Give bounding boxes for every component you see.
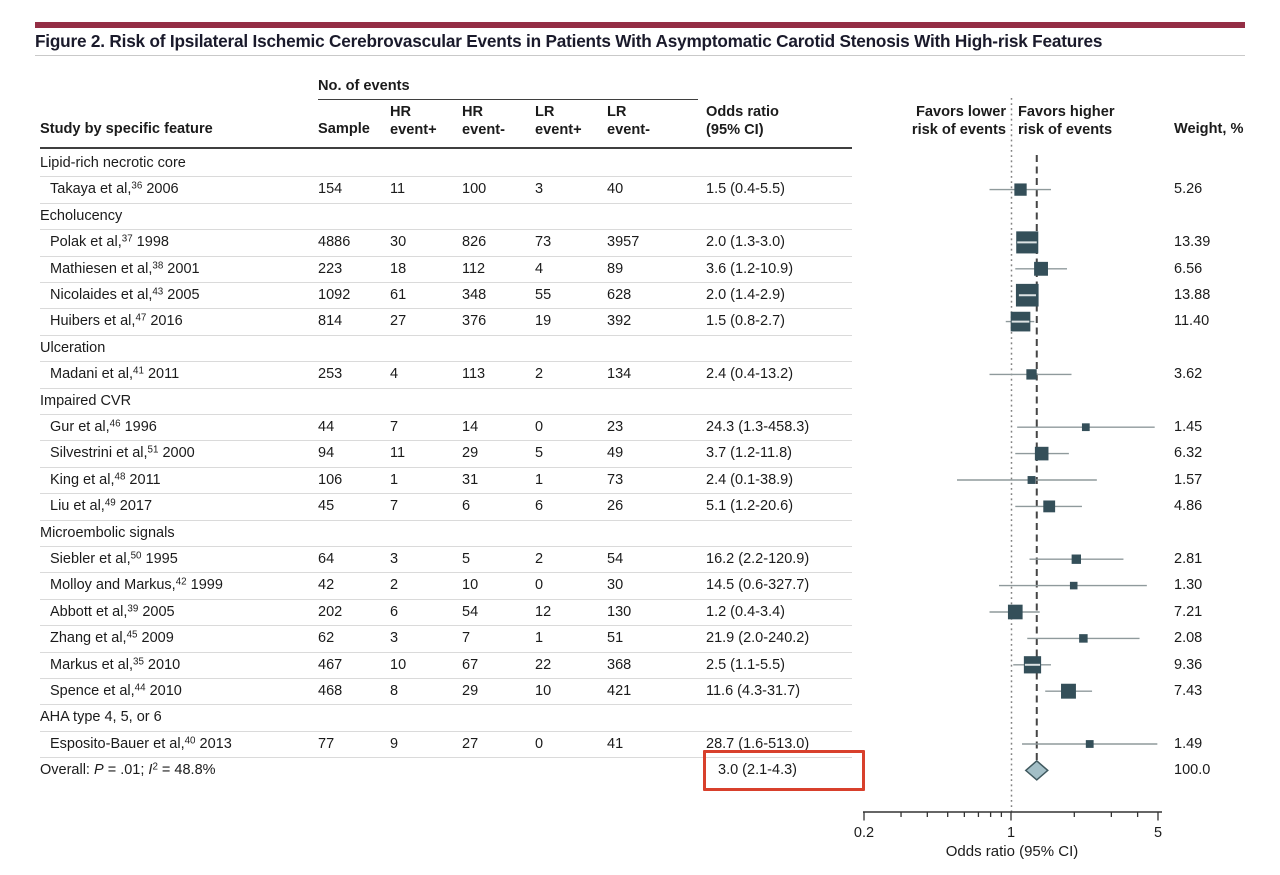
lr-event-minus-value: 54 bbox=[607, 551, 624, 567]
favors-lower-line1: Favors lower bbox=[915, 104, 1006, 120]
group-header-row bbox=[0, 704, 1280, 730]
hr-event-minus-value: 14 bbox=[462, 419, 479, 435]
hr-event-plus-value: 6 bbox=[390, 603, 399, 620]
col-header-weight: Weight, % bbox=[1174, 121, 1244, 137]
weight-value: 2.08 bbox=[1174, 630, 1203, 647]
hr-event-minus-value: 54 bbox=[462, 603, 479, 620]
hr-event-plus-value: 1 bbox=[390, 471, 399, 488]
reference-number: 49 bbox=[104, 497, 116, 509]
study-name: Zhang et al,$^{45}$ 2009 bbox=[50, 629, 174, 647]
weight-value: 1.30 bbox=[1174, 577, 1203, 594]
col-header-hr-event-minus bbox=[462, 104, 505, 139]
odds-ratio-value: 3.6 (1.2-10.9) bbox=[706, 260, 794, 277]
hr-event-plus-value: 61 bbox=[390, 287, 407, 303]
overall-weight-value: 100.0 bbox=[1174, 762, 1211, 779]
sample-value: 64 bbox=[318, 551, 335, 567]
study-row bbox=[0, 229, 1280, 255]
overall-row bbox=[0, 757, 1280, 783]
lr-event-plus-value: 2 bbox=[535, 366, 544, 383]
favors-lower-line2: risk of events bbox=[911, 121, 1006, 138]
lr-event-minus-value: 368 bbox=[607, 656, 632, 673]
weight-value: 9.36 bbox=[1174, 656, 1203, 673]
study-row bbox=[0, 361, 1280, 387]
odds-ratio-value: 5.1 (1.2-20.6) bbox=[706, 498, 794, 515]
group-label: Impaired CVR bbox=[40, 392, 132, 409]
study-row bbox=[0, 599, 1280, 625]
hr-event-minus-value: 6 bbox=[462, 498, 471, 515]
lr-event-minus-value: 628 bbox=[607, 287, 632, 303]
col-header-line2: event- bbox=[607, 121, 650, 138]
lr-event-minus-value: 130 bbox=[607, 603, 632, 620]
odds-ratio-value: 2.5 (1.1-5.5) bbox=[706, 656, 785, 673]
accent-bar bbox=[35, 22, 1245, 28]
hr-event-plus-value: 30 bbox=[390, 234, 407, 251]
figure-title: Figure 2. Risk of Ipsilateral Ischemic Cerebrovascular Events in Patients With Asymptomatic Carotid Stenosis With High-risk Features bbox=[35, 31, 1103, 51]
events-group-underline bbox=[318, 99, 698, 100]
hr-event-plus-value: 7 bbox=[390, 498, 399, 515]
hr-event-minus-value: 27 bbox=[462, 735, 479, 752]
hr-event-minus-value: 29 bbox=[462, 683, 479, 699]
lr-event-plus-value: 12 bbox=[535, 603, 552, 620]
study-name: Abbott et al,$^{39}$ 2005 bbox=[50, 603, 175, 620]
weight-value: 13.39 bbox=[1174, 234, 1211, 251]
x-axis-label: Odds ratio (95% CI) bbox=[945, 843, 1079, 860]
lr-event-minus-value: 51 bbox=[607, 630, 624, 647]
group-label: Microembolic signals bbox=[40, 524, 175, 541]
weight-value: 11.40 bbox=[1174, 313, 1210, 330]
sample-value: 154 bbox=[318, 181, 343, 198]
odds-ratio-value: 1.2 (0.4-3.4) bbox=[706, 603, 785, 620]
lr-event-minus-value: 30 bbox=[607, 577, 624, 594]
study-name: Siebler et al,$^{50}$ 1995 bbox=[50, 550, 178, 567]
col-header-odds-ratio bbox=[706, 104, 779, 139]
col-header-line1: HR bbox=[462, 104, 484, 120]
sample-value: 1092 bbox=[318, 287, 351, 303]
study-name: Esposito-Bauer et al,$^{40}$ 2013 bbox=[50, 735, 232, 752]
superscript-2: 2 bbox=[152, 761, 158, 773]
weight-value: 1.49 bbox=[1174, 735, 1203, 752]
lr-event-plus-value: 0 bbox=[535, 577, 544, 594]
odds-ratio-value: 2.4 (0.1-38.9) bbox=[706, 471, 794, 488]
sample-value: 814 bbox=[318, 313, 343, 330]
sample-value: 77 bbox=[318, 735, 335, 752]
study-name: Madani et al,$^{41}$ 2011 bbox=[50, 365, 180, 383]
reference-number: 35 bbox=[133, 656, 144, 668]
weight-value: 7.43 bbox=[1174, 683, 1203, 699]
hr-event-plus-value: 3 bbox=[390, 630, 399, 647]
lr-event-plus-value: 2 bbox=[535, 551, 544, 567]
study-name: Huibers et al,$^{47}$ 2016 bbox=[50, 312, 183, 330]
study-row bbox=[0, 308, 1280, 334]
reference-number: 47 bbox=[135, 312, 147, 324]
group-header-row bbox=[0, 335, 1280, 361]
lr-event-minus-value: 421 bbox=[607, 683, 632, 699]
hr-event-minus-value: 5 bbox=[462, 551, 471, 567]
reference-number: 44 bbox=[134, 682, 146, 694]
lr-event-plus-value: 73 bbox=[535, 234, 552, 251]
study-name: Polak et al,$^{37}$ 1998 bbox=[50, 233, 169, 251]
hr-event-minus-value: 113 bbox=[462, 366, 486, 383]
study-name: Molloy and Markus,$^{42}$ 1999 bbox=[50, 576, 223, 594]
odds-ratio-value: 24.3 (1.3-458.3) bbox=[706, 419, 810, 435]
study-name: Takaya et al,$^{36}$ 2006 bbox=[50, 180, 179, 198]
study-row bbox=[0, 256, 1280, 282]
col-header-line2: (95% CI) bbox=[706, 121, 764, 138]
lr-event-minus-value: 392 bbox=[607, 313, 632, 330]
sample-value: 4886 bbox=[318, 234, 351, 251]
header-rule bbox=[40, 147, 852, 149]
hr-event-plus-value: 7 bbox=[390, 419, 399, 435]
study-name: Liu et al,$^{49}$ 2017 bbox=[50, 497, 153, 515]
weight-value: 1.57 bbox=[1174, 471, 1203, 488]
favors-higher-line1: Favors higher bbox=[1018, 104, 1115, 120]
col-header-line1: LR bbox=[535, 104, 555, 120]
reference-number: 38 bbox=[152, 260, 164, 272]
weight-value: 5.26 bbox=[1174, 181, 1203, 198]
weight-value: 7.21 bbox=[1174, 603, 1203, 620]
odds-ratio-value: 2.4 (0.4-13.2) bbox=[706, 366, 794, 383]
study-row bbox=[0, 414, 1280, 440]
sample-value: 62 bbox=[318, 630, 335, 647]
lr-event-plus-value: 0 bbox=[535, 735, 544, 752]
reference-number: 41 bbox=[133, 365, 144, 377]
study-row bbox=[0, 282, 1280, 308]
group-header-row bbox=[0, 388, 1280, 414]
study-row bbox=[0, 572, 1280, 598]
group-header-row bbox=[0, 150, 1280, 176]
lr-event-minus-value: 73 bbox=[607, 471, 624, 488]
lr-event-minus-value: 3957 bbox=[607, 234, 640, 251]
lr-event-plus-value: 5 bbox=[535, 445, 544, 462]
reference-number: 37 bbox=[121, 233, 133, 245]
sample-value: 467 bbox=[318, 656, 343, 673]
odds-ratio-value: 14.5 (0.6-327.7) bbox=[706, 577, 810, 594]
overall-odds-ratio-value: 3.0 (2.1-4.3) bbox=[718, 762, 797, 779]
odds-ratio-value: 1.5 (0.4-5.5) bbox=[706, 181, 785, 198]
lr-event-minus-value: 40 bbox=[607, 181, 624, 198]
hr-event-minus-value: 67 bbox=[462, 656, 479, 673]
hr-event-plus-value: 8 bbox=[390, 683, 399, 699]
group-header-row bbox=[0, 203, 1280, 229]
lr-event-minus-value: 23 bbox=[607, 419, 624, 435]
x-axis-tick-label: 5 bbox=[1153, 825, 1163, 841]
col-header-line2: event+ bbox=[535, 121, 582, 138]
col-header-line1: HR bbox=[390, 104, 412, 120]
study-row bbox=[0, 440, 1280, 466]
lr-event-minus-value: 134 bbox=[607, 366, 632, 383]
weight-value: 1.45 bbox=[1174, 419, 1203, 435]
sample-value: 94 bbox=[318, 445, 335, 462]
study-row bbox=[0, 546, 1280, 572]
reference-number: 48 bbox=[114, 471, 126, 483]
lr-event-minus-value: 49 bbox=[607, 445, 624, 462]
overall-or-highlight-box bbox=[703, 750, 865, 791]
hr-event-plus-value: 9 bbox=[390, 735, 399, 752]
hr-event-minus-value: 826 bbox=[462, 234, 487, 251]
study-row bbox=[0, 625, 1280, 651]
reference-number: 46 bbox=[109, 418, 121, 430]
lr-event-minus-value: 89 bbox=[607, 260, 624, 277]
hr-event-minus-value: 100 bbox=[462, 181, 487, 198]
overall-label: Overall: P = .01; $I^2 = 48.8\%$ bbox=[40, 761, 216, 779]
hr-event-plus-value: 27 bbox=[390, 313, 407, 330]
study-name: Spence et al,$^{44}$ 2010 bbox=[50, 682, 182, 699]
sample-value: 253 bbox=[318, 366, 343, 383]
hr-event-minus-value: 348 bbox=[462, 287, 487, 303]
weight-value: 13.88 bbox=[1174, 287, 1211, 303]
sample-value: 106 bbox=[318, 471, 343, 488]
sample-value: 223 bbox=[318, 260, 343, 277]
hr-event-plus-value: 11 bbox=[390, 445, 406, 462]
weight-value: 2.81 bbox=[1174, 551, 1203, 567]
weight-value: 3.62 bbox=[1174, 366, 1203, 383]
odds-ratio-value: 2.0 (1.4-2.9) bbox=[706, 287, 785, 303]
odds-ratio-value: 11.6 (4.3-31.7) bbox=[706, 683, 801, 699]
hr-event-minus-value: 31 bbox=[462, 471, 479, 488]
study-name: Nicolaides et al,$^{43}$ 2005 bbox=[50, 286, 200, 303]
lr-event-minus-value: 26 bbox=[607, 498, 624, 515]
lr-event-plus-value: 0 bbox=[535, 419, 544, 435]
col-header-sample: Sample bbox=[318, 121, 370, 137]
group-label: Ulceration bbox=[40, 339, 106, 356]
lr-event-plus-value: 4 bbox=[535, 260, 544, 277]
study-row bbox=[0, 731, 1280, 757]
group-label: AHA type 4, 5, or 6 bbox=[40, 709, 162, 726]
reference-number: 40 bbox=[184, 735, 196, 747]
study-row bbox=[0, 493, 1280, 519]
odds-ratio-value: 3.7 (1.2-11.8) bbox=[706, 445, 792, 462]
hr-event-plus-value: 3 bbox=[390, 551, 399, 567]
lr-event-plus-value: 22 bbox=[535, 656, 552, 673]
reference-number: 39 bbox=[127, 603, 139, 615]
reference-number: 51 bbox=[147, 444, 159, 456]
weight-value: 6.56 bbox=[1174, 260, 1203, 277]
study-name: Silvestrini et al,$^{51}$ 2000 bbox=[50, 444, 195, 462]
favors-higher-line2: risk of events bbox=[1018, 121, 1113, 138]
study-name: Gur et al,$^{46}$ 1996 bbox=[50, 418, 157, 435]
col-header-line2: event+ bbox=[390, 121, 437, 138]
sample-value: 44 bbox=[318, 419, 335, 435]
odds-ratio-value: 21.9 (2.0-240.2) bbox=[706, 630, 810, 647]
lr-event-plus-value: 10 bbox=[535, 683, 552, 699]
hr-event-plus-value: 10 bbox=[390, 656, 407, 673]
lr-event-plus-value: 55 bbox=[535, 287, 552, 303]
study-row bbox=[0, 678, 1280, 704]
lr-event-plus-value: 1 bbox=[535, 471, 544, 488]
reference-number: 50 bbox=[130, 550, 142, 562]
odds-ratio-value: 1.5 (0.8-2.7) bbox=[706, 313, 785, 330]
col-header-line2: event- bbox=[462, 121, 505, 138]
reference-number: 45 bbox=[126, 629, 138, 641]
lr-event-minus-value: 41 bbox=[607, 735, 624, 752]
col-header-lr-event-minus bbox=[607, 104, 650, 139]
odds-ratio-value: 16.2 (2.2-120.9) bbox=[706, 551, 810, 567]
weight-value: 4.86 bbox=[1174, 498, 1203, 515]
odds-ratio-value: 28.7 (1.6-513.0) bbox=[706, 735, 810, 752]
study-row bbox=[0, 176, 1280, 202]
group-header-row bbox=[0, 520, 1280, 546]
events-group-header: No. of events bbox=[318, 78, 410, 94]
col-header-line1: LR bbox=[607, 104, 627, 120]
sample-value: 468 bbox=[318, 683, 343, 699]
sample-value: 42 bbox=[318, 577, 335, 594]
study-name: Markus et al,$^{35}$ 2010 bbox=[50, 656, 181, 673]
lr-event-plus-value: 3 bbox=[535, 181, 544, 198]
col-header-hr-event-plus bbox=[390, 104, 437, 139]
reference-number: 42 bbox=[175, 576, 187, 588]
hr-event-plus-value: 18 bbox=[390, 260, 407, 277]
weight-value: 6.32 bbox=[1174, 445, 1203, 462]
lr-event-plus-value: 19 bbox=[535, 313, 552, 330]
study-name: King et al,$^{48}$ 2011 bbox=[50, 471, 161, 488]
hr-event-minus-value: 7 bbox=[462, 630, 471, 647]
favors-higher-label bbox=[1018, 104, 1115, 139]
col-header-lr-event-plus bbox=[535, 104, 582, 139]
hr-event-plus-value: 4 bbox=[390, 366, 399, 383]
study-row bbox=[0, 652, 1280, 678]
study-row bbox=[0, 467, 1280, 493]
reference-number: 43 bbox=[152, 286, 164, 298]
odds-ratio-value: 2.0 (1.3-3.0) bbox=[706, 234, 785, 251]
sample-value: 45 bbox=[318, 498, 335, 515]
group-label: Lipid-rich necrotic core bbox=[40, 155, 186, 171]
lr-event-plus-value: 1 bbox=[535, 630, 544, 647]
col-header-line1: Odds ratio bbox=[706, 104, 779, 120]
hr-event-minus-value: 10 bbox=[462, 577, 479, 594]
hr-event-minus-value: 376 bbox=[462, 313, 487, 330]
x-axis-tick-label: 0.2 bbox=[853, 825, 875, 841]
lr-event-plus-value: 6 bbox=[535, 498, 544, 515]
hr-event-minus-value: 112 bbox=[462, 260, 486, 277]
favors-lower-label bbox=[856, 104, 1006, 139]
hr-event-minus-value: 29 bbox=[462, 445, 479, 462]
reference-number: 36 bbox=[131, 180, 143, 192]
hr-event-plus-value: 11 bbox=[390, 181, 406, 198]
title-divider bbox=[35, 55, 1245, 56]
study-name: Mathiesen et al,$^{38}$ 2001 bbox=[50, 260, 200, 277]
hr-event-plus-value: 2 bbox=[390, 577, 399, 594]
group-label: Echolucency bbox=[40, 207, 123, 224]
col-header-study: Study by specific feature bbox=[40, 121, 213, 137]
x-axis-tick-label: 1 bbox=[1006, 825, 1016, 841]
sample-value: 202 bbox=[318, 603, 343, 620]
